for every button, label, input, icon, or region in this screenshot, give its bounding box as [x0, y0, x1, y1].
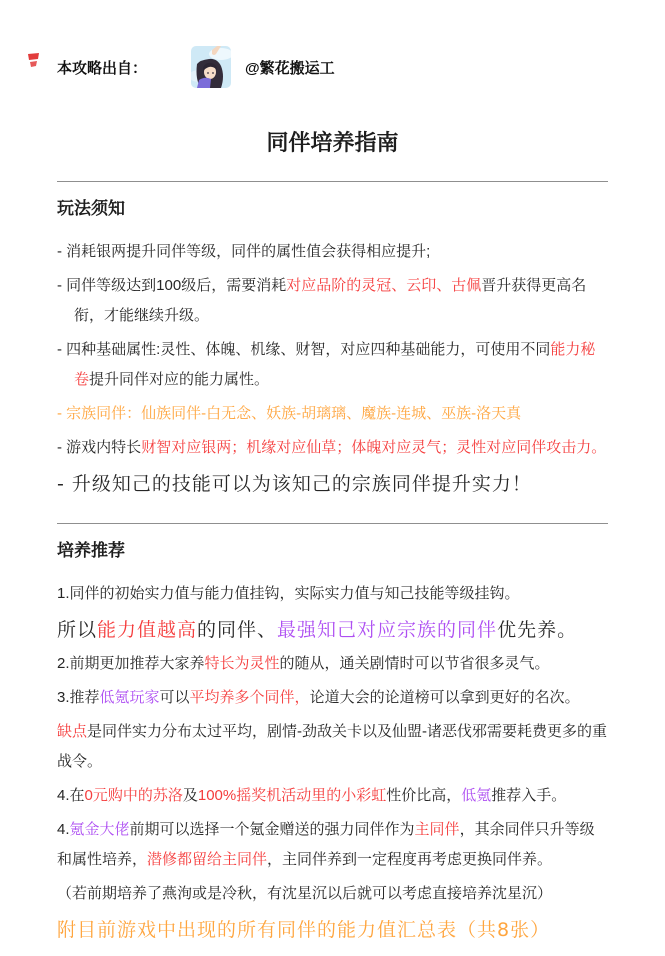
text-segment: ，其余同伴只升等级和属性培养，: [57, 821, 595, 868]
text-segment: 宗族同伴：仙族同伴-白无念、妖族-胡璃璃、魔族-连城、巫族-洛天真: [66, 405, 522, 422]
text-segment: （若前期培养了燕洵或是冷秋，有沈星沉以后就可以考虑直接培养沈星沉）: [57, 885, 553, 902]
paragraph: [57, 237, 608, 267]
text-segment: 潜修都留给主同伴: [147, 851, 268, 868]
bullet-dash: -: [57, 277, 67, 294]
text-segment: 平均养多个同伴，: [189, 689, 310, 706]
text-segment: 能力值越高: [97, 619, 198, 641]
text-segment: 财智对应银两；机缘对应仙草；体魄对应灵气；灵性对应同伴攻击力。: [141, 439, 607, 456]
page-title: 同伴培养指南: [266, 130, 399, 155]
paragraph: [57, 879, 608, 909]
text-segment: 论道大会的论道榜可以拿到更好的名次。: [309, 689, 580, 706]
guide-document: [0, 46, 665, 947]
author-avatar: [191, 46, 231, 88]
text-segment: 低氪玩家: [99, 689, 160, 706]
author-name: @繁花搬运工: [245, 59, 335, 77]
text-segment: 性价比高，: [386, 787, 462, 804]
text-segment: 特长为灵性: [204, 655, 280, 672]
text-segment: 4.在: [57, 787, 85, 804]
text-segment: 的同伴、: [197, 619, 278, 641]
text-segment: 四种基础属性:灵性、体魄、机缘、财智，对应四种基础能力，可使用不同: [66, 341, 551, 358]
text-segment: 氪金大佬: [69, 821, 130, 838]
text-segment: 的随从，通关剧情时可以节省很多灵气。: [279, 655, 550, 672]
text-segment: 低氪: [461, 787, 492, 804]
section-divider: [57, 523, 608, 524]
doc-header: [57, 46, 608, 88]
text-segment: 2.前期更加推荐大家养: [57, 655, 205, 672]
text-segment: 能力秘卷: [74, 341, 596, 388]
text-segment: 是同伴实力分布太过平均，剧情-劲敌关卡以及仙盟-诸恶伐邪需要耗费更多的重战令。: [57, 723, 608, 770]
text-segment: 推荐入手。: [491, 787, 567, 804]
text-segment: 游戏内特长: [66, 439, 142, 456]
text-segment: 前期可以选择一个氪金赠送的强力同伴作为: [129, 821, 415, 838]
section-body-recommend: [57, 579, 608, 947]
source-label: 本攻略出自：: [57, 59, 148, 77]
bullet-dash: -: [57, 439, 67, 456]
paragraph: [57, 433, 608, 463]
text-segment: ，主同伴养到一定程度再考虑更换同伴养。: [267, 851, 553, 868]
text-segment: 对应品阶的灵冠、云印、古佩: [286, 277, 482, 294]
bullet-dash: -: [57, 341, 67, 358]
corner-stamp-icon: [26, 51, 41, 68]
paragraph: [57, 815, 608, 875]
text-segment: 及: [182, 787, 198, 804]
bullet-dash: -: [57, 243, 67, 260]
text-segment: 同伴等级达到100级后，需要消耗: [66, 277, 287, 294]
paragraph: [57, 579, 608, 609]
bullet-dash: -: [57, 405, 67, 422]
text-segment: 消耗银两提升同伴等级，同伴的属性值会获得相应提升;: [66, 243, 431, 260]
text-segment: 附目前游戏中出现的所有同伴的能力值汇总表（共8张）: [57, 919, 551, 941]
section-divider: [57, 181, 608, 182]
bullet-dash: -: [57, 473, 72, 495]
paragraph: [57, 399, 608, 429]
section-body-rules: [57, 237, 608, 501]
paragraph: [57, 717, 608, 777]
section-heading-rules: 玩法须知: [57, 199, 125, 218]
section-heading-recommend: 培养推荐: [57, 541, 125, 560]
text-segment: 优先养。: [497, 619, 578, 641]
paragraph: [57, 271, 608, 331]
text-segment: 主同伴: [414, 821, 460, 838]
paragraph: [57, 683, 608, 713]
text-segment: 最强知己对应宗族的同伴: [277, 619, 498, 641]
paragraph: [57, 649, 608, 679]
text-segment: 4.: [57, 821, 70, 838]
paragraph: [57, 781, 608, 811]
text-segment: 晋升获得更高名衔，才能继续升级。: [74, 277, 587, 324]
text-segment: 可以: [159, 689, 190, 706]
paragraph: [57, 913, 608, 947]
text-segment: 100%摇奖机活动里的小彩虹: [197, 787, 387, 804]
text-segment: 0元购中的苏洛: [84, 787, 183, 804]
paragraph: [57, 335, 608, 395]
paragraph: [57, 613, 608, 647]
text-segment: 所以: [57, 619, 98, 641]
paragraph: [57, 467, 608, 501]
text-segment: 1.同伴的初始实力值与能力值挂钩，实际实力值与知己技能等级挂钩。: [57, 585, 520, 602]
text-segment: 升级知己的技能可以为该知己的宗族同伴提升实力！: [71, 473, 532, 495]
text-segment: 3.推荐: [57, 689, 100, 706]
text-segment: 提升同伴对应的能力属性。: [89, 371, 270, 388]
text-segment: 缺点: [57, 723, 88, 740]
